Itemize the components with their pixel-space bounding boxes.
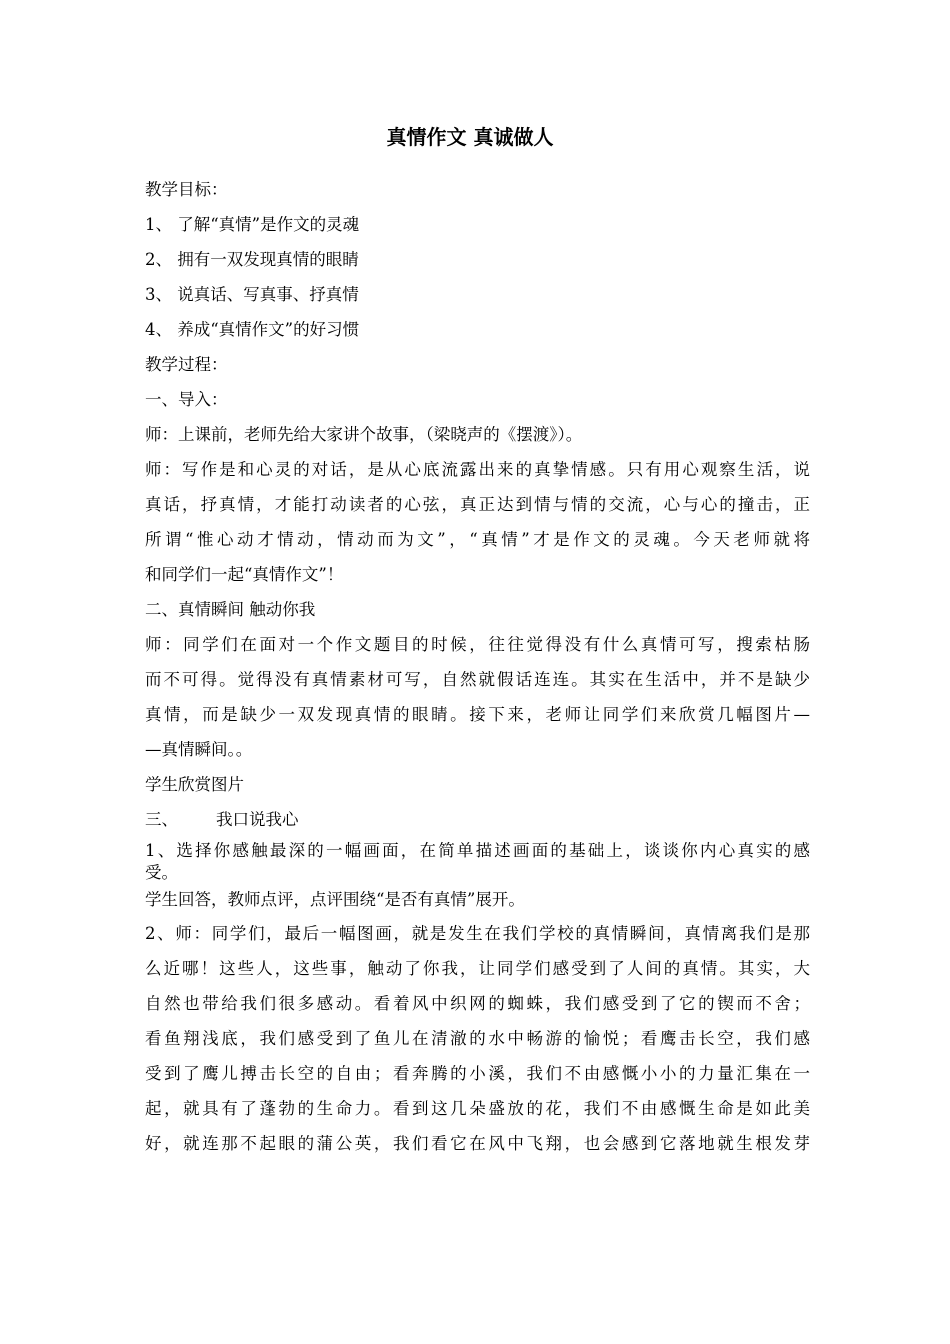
document-title: 真情作文 真诚做人 (386, 125, 554, 149)
text-line: 起，就具有了蓬勃的生命力。看到这几朵盛放的花，我们不由感慨生命是如此美 (145, 1099, 810, 1118)
text-line: 受到了鹰儿搏击长空的自由；看奔腾的小溪，我们不由感慨小小的力量汇集在一 (145, 1064, 810, 1083)
section-heading (145, 802, 810, 837)
text-line: 一、导入： (145, 390, 228, 409)
text-line: 2、师：同学们，最后一幅图画，就是发生在我们学校的真情瞬间，真情离我们是那 (145, 924, 810, 943)
text-line: 和同学们一起“真情作文”！ (145, 565, 344, 584)
text-line: 教学目标： (145, 180, 228, 199)
document-body (145, 172, 810, 1161)
text-line: 学生欣赏图片 (145, 775, 244, 794)
section-number: 三、 (145, 810, 178, 829)
text-line: 受。 (145, 863, 178, 882)
text-line: 么近哪！这些人，这些事，触动了你我，让同学们感受到了人间的真情。其实，大 (145, 959, 810, 978)
text-line: 4、 养成“真情作文”的好习惯 (145, 320, 360, 339)
text-line: 1、 了解“真情”是作文的灵魂 (145, 215, 360, 234)
section-title: 我口说我心 (216, 810, 299, 829)
text-line: 3、 说真话、写真事、抒真情 (145, 285, 359, 304)
text-line: 而不可得。觉得没有真情素材可写，自然就假话连连。其实在生活中，并不是缺少 (145, 670, 810, 689)
text-line: 真情，而是缺少一双发现真情的眼睛。接下来，老师让同学们来欣赏几幅图片— (145, 705, 810, 724)
text-line: 2、 拥有一双发现真情的眼睛 (145, 250, 359, 269)
text-line: 所谓“惟心动才情动，情动而为文”，“真情”才是作文的灵魂。今天老师就将 (145, 530, 810, 549)
text-line: 师：写作是和心灵的对话，是从心底流露出来的真挚情感。只有用心观察生活，说 (145, 460, 810, 479)
text-line: 自然也带给我们很多感动。看着风中织网的蜘蛛，我们感受到了它的锲而不舍； (145, 994, 810, 1013)
text-line: 1、选择你感触最深的一幅画面，在简单描述画面的基础上，谈谈你内心真实的感 (145, 841, 810, 860)
text-line: 二、真情瞬间 触动你我 (145, 600, 316, 619)
text-line: 看鱼翔浅底，我们感受到了鱼儿在清澈的水中畅游的愉悦；看鹰击长空，我们感 (145, 1029, 810, 1048)
text-line: 师：上课前，老师先给大家讲个故事，（梁晓声的《摆渡》）。 (145, 425, 583, 444)
text-line: 真话，抒真情，才能打动读者的心弦，真正达到情与情的交流，心与心的撞击，正 (145, 495, 810, 514)
text-line: —真情瞬间。。 (145, 740, 253, 759)
text-line: 好，就连那不起眼的蒲公英，我们看它在风中飞翔，也会感到它落地就生根发芽 (145, 1134, 810, 1153)
text-line: 教学过程： (145, 355, 228, 374)
text-line: 师：同学们在面对一个作文题目的时候，往往觉得没有什么真情可写，搜索枯肠 (145, 635, 810, 654)
text-line: 学生回答，教师点评，点评围绕“是否有真情”展开。 (145, 890, 525, 909)
